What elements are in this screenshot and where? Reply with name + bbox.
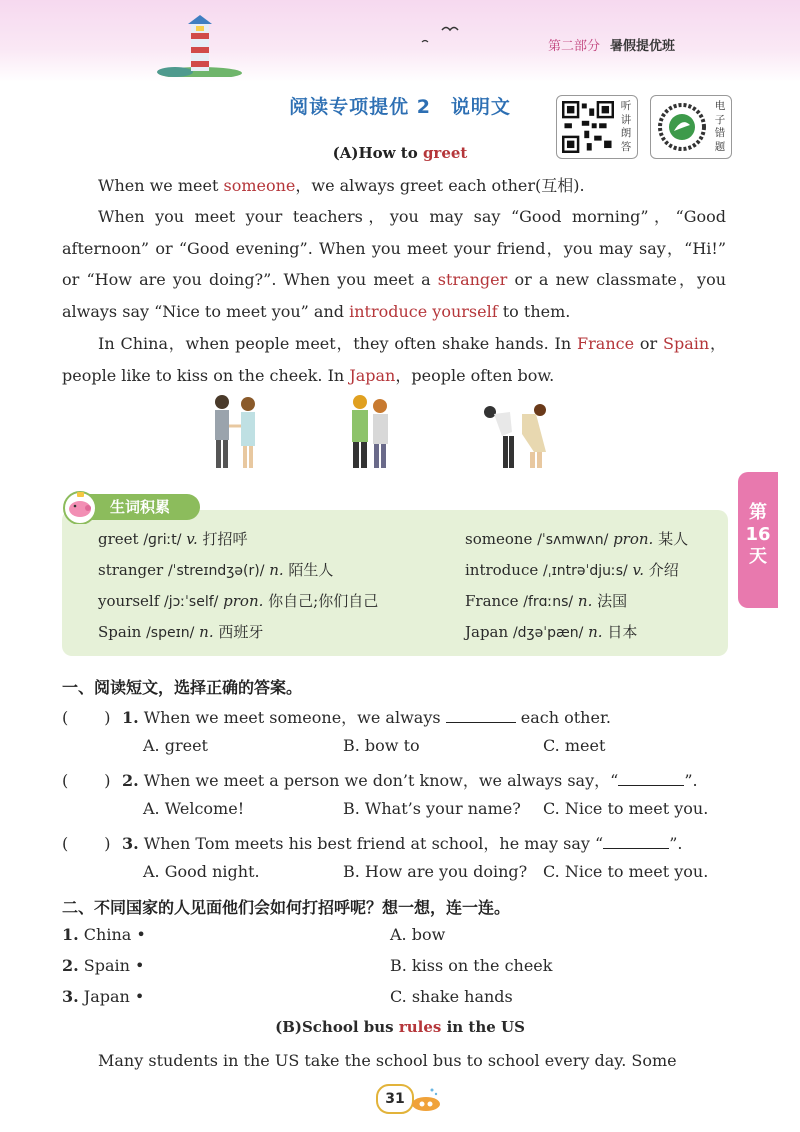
passage-b-paragraph-1: Many students in the US take the school bus to school every day. Some xyxy=(98,1051,677,1070)
passage-a-paragraph-3: In China，when people meet，they often shake hands. In France or Spain，people like to kiss on the cheek. In Japan，people often bow. xyxy=(62,334,726,385)
cheek-kiss-figure xyxy=(352,395,388,468)
passage-a-paragraph-1: When we meet someone，we always greet each other(互相). xyxy=(98,176,585,195)
blank-3[interactable] xyxy=(603,832,669,849)
match-left-item[interactable]: 2. Spain • xyxy=(62,956,145,975)
qr-wrongbook-caption: 电 子 错 题 xyxy=(714,100,726,153)
section-label xyxy=(548,35,675,54)
passage-a-paragraph-2: When you meet your teachers，you may say “Good morning”，“Good afternoon” or “Good evening”. When you meet your friend，you may say，“Hi!” or “How are you doing?”. When you meet a stranger or a new classmate，you always say “Nice to meet you” and introduce yourself to them. xyxy=(62,207,727,321)
blank-1[interactable] xyxy=(446,706,516,723)
passage-a-title: (A)How to greet xyxy=(332,144,468,162)
option[interactable]: C. Nice to meet you. xyxy=(543,862,709,881)
option[interactable]: B. bow to xyxy=(343,736,420,755)
option[interactable]: A. Welcome! xyxy=(143,799,245,818)
option[interactable]: A. greet xyxy=(143,736,208,755)
match-right-item[interactable]: B. kiss on the cheek xyxy=(390,956,553,975)
option[interactable]: A. Good night. xyxy=(143,862,260,881)
vocab-item: someone /ˈsʌmwʌn/ pron. 某人 xyxy=(465,530,689,548)
option[interactable]: C. Nice to meet you. xyxy=(543,799,709,818)
piggy-bank-icon xyxy=(60,488,100,524)
question-2: ( ) 2. When we meet a person we don’t know，we always say，“ ”. xyxy=(62,771,698,790)
vocab-item: stranger /ˈstreɪndʒə(r)/ n. 陌生人 xyxy=(98,561,334,579)
passage-b-title: (B)School bus rules in the US xyxy=(275,1018,525,1036)
submarine-icon xyxy=(410,1086,444,1114)
match-right-item[interactable]: C. shake hands xyxy=(390,987,513,1006)
greeting-illustration xyxy=(200,392,600,472)
bow-figure xyxy=(484,404,546,468)
option[interactable]: B. How are you doing? xyxy=(343,862,528,881)
match-left-item[interactable]: 1. China • xyxy=(62,925,146,944)
vocab-item: Japan /dʒəˈpæn/ n. 日本 xyxy=(465,623,638,641)
part2-heading: 二、不同国家的人见面他们会如何打招呼呢？想一想，连一连。 xyxy=(62,898,511,917)
match-left-item[interactable]: 3. Japan • xyxy=(62,987,145,1006)
vocab-item: France /frɑːns/ n. 法国 xyxy=(465,592,628,610)
part-label: 第二部分 xyxy=(548,39,601,54)
option[interactable]: B. What’s your name? xyxy=(343,799,521,818)
part1-heading: 一、阅读短文，选择正确的答案。 xyxy=(62,678,303,697)
vocab-item: yourself /jɔːˈself/ pron. 你自己;你们自己 xyxy=(98,592,379,610)
class-label: 暑假提优班 xyxy=(610,39,676,54)
qr-listen-caption: 听 讲 朗 答 xyxy=(620,100,632,153)
handshake-figure xyxy=(215,395,255,468)
match-right-item[interactable]: A. bow xyxy=(390,925,446,944)
vocab-item: introduce /ˌɪntrəˈdjuːs/ v. 介绍 xyxy=(465,561,679,579)
question-1: ( ) 1. When we meet someone，we always each other. xyxy=(62,708,611,727)
vocab-item: Spain /speɪn/ n. 西班牙 xyxy=(98,623,264,641)
lighthouse-icon xyxy=(155,15,245,77)
question-3: ( ) 3. When Tom meets his best friend at school，he may say “ ”. xyxy=(62,834,683,853)
page-number: 31 xyxy=(376,1084,414,1114)
blank-2[interactable] xyxy=(618,769,684,786)
vocab-heading: 生词积累 xyxy=(64,494,200,520)
day-tab[interactable]: 第 16 天 xyxy=(738,472,778,608)
birds-icon xyxy=(420,24,460,48)
page-title: 阅读专项提优 2 说明文 xyxy=(289,96,511,118)
vocab-item: greet /ɡriːt/ v. 打招呼 xyxy=(98,530,248,548)
header-band xyxy=(0,0,800,82)
option[interactable]: C. meet xyxy=(543,736,606,755)
